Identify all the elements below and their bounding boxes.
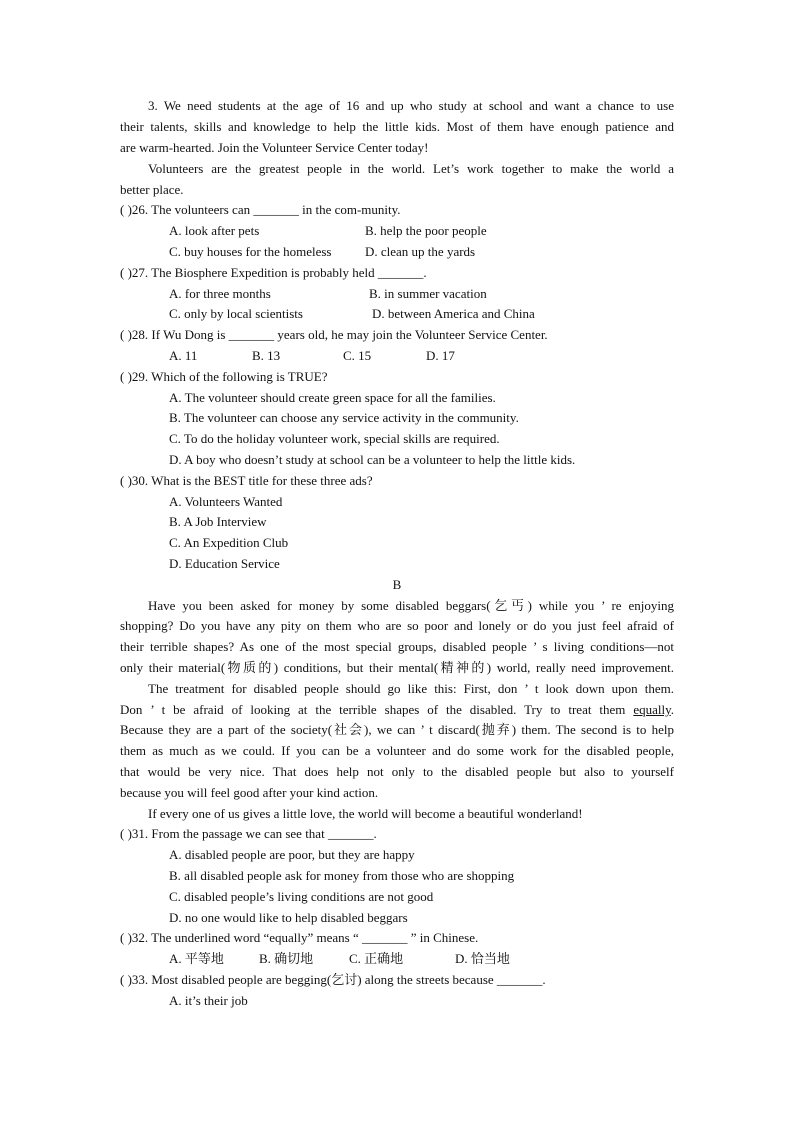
question-27 — [120, 263, 427, 284]
question-28 — [120, 325, 548, 346]
option-b: B. 确切地 — [259, 951, 314, 966]
option-a: A. look after pets — [169, 223, 260, 238]
passage-b-line — [120, 700, 674, 721]
option-a: A. disabled people are poor, but they are happy — [169, 847, 415, 862]
passage-a-line: their talents, skills and knowledge to help the little kids. Most of them have enough patience and — [120, 119, 674, 134]
answer-bracket[interactable]: ( ) — [120, 473, 132, 488]
option-c: C. buy houses for the homeless — [169, 244, 332, 259]
passage-a-line: 3. We need students at the age of 16 and up who study at school and want a chance to use — [148, 98, 674, 113]
question-stem: 31. From the passage we can see that _______. — [131, 826, 377, 841]
option-b: B. The volunteer can choose any service activity in the community. — [169, 410, 519, 425]
option-a: A. 11 — [169, 348, 198, 363]
passage-a-line: Volunteers are the greatest people in the world. Let’s work together to make the world a — [148, 161, 674, 176]
question-30 — [120, 471, 373, 492]
answer-bracket[interactable]: ( ) — [120, 930, 132, 945]
question-stem: 29. Which of the following is TRUE? — [131, 369, 328, 384]
option-c: C. An Expedition Club — [169, 535, 289, 550]
passage-b-line: because you will feel good after your kind action. — [120, 785, 379, 800]
option-d: D. 恰当地 — [455, 951, 510, 966]
question-stem: 26. The volunteers can _______ in the com-munity. — [131, 202, 401, 217]
passage-b-line: Have you been asked for money by some disabled beggars(乞丐) while you ’ re enjoying — [148, 598, 674, 613]
passage-b-line: only their material(物质的) conditions, but their mental(精神的) world, really need improvement. — [120, 660, 674, 675]
option-d: D. A boy who doesn’t study at school can be a volunteer to help the little kids. — [169, 452, 576, 467]
option-d: D. between America and China — [372, 306, 535, 321]
passage-b-line: Because they are a part of the society(社会), we can ’ t discard(抛弃) them. The second is to help — [120, 722, 674, 737]
passage-b-line: shopping? Do you have any pity on them who are so poor and lonely or do you just feel afraid of — [120, 618, 674, 633]
option-d: D. Education Service — [169, 556, 280, 571]
option-d: D. clean up the yards — [365, 244, 476, 259]
passage-b-line: them as much as we could. If you can be a volunteer and do some work for the disabled people, — [120, 743, 674, 758]
question-33 — [120, 970, 546, 991]
option-a: A. Volunteers Wanted — [169, 494, 283, 509]
question-29 — [120, 367, 328, 388]
option-d: D. no one would like to help disabled beggars — [169, 910, 408, 925]
answer-bracket[interactable]: ( ) — [120, 369, 132, 384]
question-stem: 27. The Biosphere Expedition is probably held _______. — [131, 265, 427, 280]
option-b: B. help the poor people — [365, 223, 487, 238]
passage-b-line: their terrible shapes? As one of the most special groups, disabled people ’ s living conditions—not — [120, 639, 674, 654]
answer-bracket[interactable]: ( ) — [120, 327, 132, 342]
answer-bracket[interactable]: ( ) — [120, 265, 132, 280]
passage-a-line: better place. — [120, 182, 184, 197]
question-31 — [120, 824, 377, 845]
option-b: B. in summer vacation — [369, 286, 487, 301]
section-b-title: B — [392, 577, 402, 592]
question-stem: 28. If Wu Dong is _______ years old, he may join the Volunteer Service Center. — [131, 327, 548, 342]
passage-b-text: Don ’ t be afraid of looking at the terrible shapes of the disabled. Try to treat them — [120, 702, 634, 717]
option-c: C. To do the holiday volunteer work, special skills are required. — [169, 431, 500, 446]
option-a: A. The volunteer should create green space for all the families. — [169, 390, 496, 405]
passage-a-line: are warm-hearted. Join the Volunteer Service Center today! — [120, 140, 429, 155]
passage-b-line: that would be very nice. That does help not only to the disabled people but also to yourself — [120, 764, 674, 779]
answer-bracket[interactable]: ( ) — [120, 826, 132, 841]
answer-bracket[interactable]: ( ) — [120, 972, 132, 987]
option-a: A. for three months — [169, 286, 271, 301]
option-d: D. 17 — [426, 348, 455, 363]
period: . — [670, 702, 674, 717]
option-b: B. 13 — [252, 348, 281, 363]
passage-b-line: If every one of us gives a little love, the world will become a beautiful wonderland! — [148, 806, 583, 821]
question-32 — [120, 928, 478, 949]
option-c: C. disabled people’s living conditions are not good — [169, 889, 434, 904]
underlined-word: equally — [633, 702, 671, 717]
question-stem: 30. What is the BEST title for these three ads? — [131, 473, 373, 488]
option-a: A. it’s their job — [169, 993, 248, 1008]
answer-bracket[interactable]: ( ) — [120, 202, 132, 217]
question-26 — [120, 200, 401, 221]
question-stem: 33. Most disabled people are begging(乞讨) along the streets because _______. — [131, 972, 546, 987]
question-stem: 32. The underlined word “equally” means “ _______ ” in Chinese. — [131, 930, 479, 945]
option-c: C. 15 — [343, 348, 372, 363]
option-c: C. only by local scientists — [169, 306, 303, 321]
option-c: C. 正确地 — [349, 951, 404, 966]
option-a: A. 平等地 — [169, 951, 224, 966]
option-b: B. all disabled people ask for money from those who are shopping — [169, 868, 515, 883]
option-b: B. A Job Interview — [169, 514, 267, 529]
passage-b-line: The treatment for disabled people should go like this: First, don ’ t look down upon them. — [148, 681, 674, 696]
